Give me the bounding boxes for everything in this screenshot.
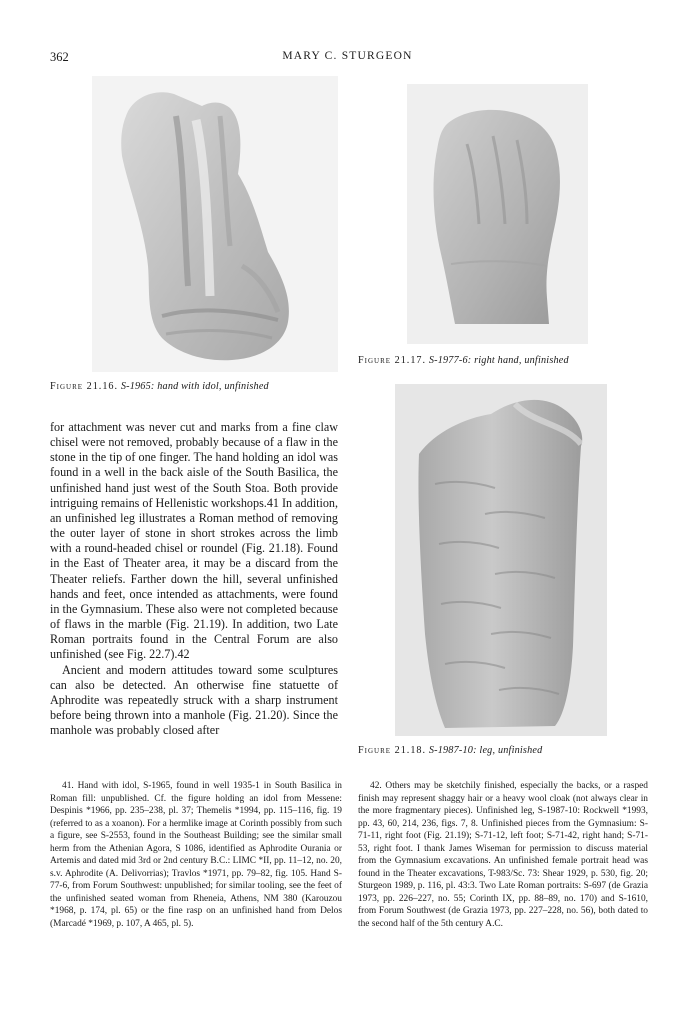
figure-21-17-photo — [407, 84, 588, 344]
figure-label: Figure 21.17. — [358, 355, 427, 366]
figure-label: Figure 21.18. — [358, 745, 427, 756]
body-text-column — [50, 420, 338, 738]
figure-caption-text: S-1977-6: right hand, unfinished — [428, 355, 569, 366]
footnote-42 — [358, 780, 648, 931]
figure-21-18-caption — [358, 745, 542, 756]
footnote-41 — [50, 780, 342, 931]
body-paragraph: for attachment was never cut and marks from a fine claw chisel were not removed, probably because of a flaw in the stone in the tip of one finger. The hand holding an idol was found in a well in the back aisle of the South Basilica, the unfinished hand just west of the South Stoa. Both provide intriguing remains of Hellenistic workshops.41 In addition, an unfinished leg illustrates a Roman method of removing the outer layer of stone in short strokes across the limb with a round-headed chisel or roundel (Fig. 21.18). Found in the East of Theater area, it may be a discard from the Theater reliefs. Farther down the hill, several unfinished hands and feet, once intended as attachments, were found in the Gymnasium. These also were not completed because of flaws in the marble (Fig. 21.19). In addition, two Late Roman portraits found in the Central Forum are also unfinished (see Fig. 22.7).42 — [50, 420, 338, 662]
footnote-text: 41. Hand with idol, S-1965, found in well 1935-1 in South Basilica in Roman fill: unpublished. Cf. the figure holding an idol from Messene: Despinis *1966, pp. 235–238, pl. 37; Themelis *1994, pp. 115–116, fig. 19 (referred to as a xoanon). For a hermlike image at Corinth possibly from such a figure, see S-2553, found in the Southeast Building; see the similar small herm from the Athenian Agora, S 1086, identified as Aphrodite Ourania or Artemis and dated mid 3rd or 2nd century B.C.: LIMC *II, pp. 11–12, no. 20, s.v. Aphrodite (A. Delivorrias); Travlos *1971, pp. 79–82, fig. 105. Hand S-77-6, from Forum Southwest: unpublished; for similar tooling, see the feet of the unfinished seated woman from Rheneia, Athens, NM 380 (Karouzou *1968, p. 174, pl. 65) or the fine rasp on an unfinished hand from Delos (Marcadé *1969, p. 107, A 465, pl. 5). — [50, 781, 342, 930]
figure-21-16-caption — [50, 381, 269, 392]
figure-label: Figure 21.16. — [50, 381, 119, 392]
figure-21-17-caption — [358, 355, 569, 366]
footnote-text: 42. Others may be sketchily finished, especially the backs, or a rasped finish may represent shaggy hair or a heavy wool cloak (not always clear in the more fragmentary pieces). Unfinished leg, S-1987-10: Rockwell *1993, pp. 43, 60, 214, 236, figs. 7, 8. Unfinished pieces from the Gymnasium: S-71-11, right foot (Fig. 21.19); S-71-12, left foot; S-71-42, right hand; S-71-53, right foot. I thank James Wiseman for permission to discuss material from the Gymnasium excavations. An unfinished female portrait head was found in the Theater excavations, T-983/Sc. 73: Shear 1929, p. 530, fig. 20; Sturgeon 1989, p. 116, pl. 43:3. Two Late Roman portraits: S-697 (de Grazia 1973, pp. 226–227, no. 55; Corinth IX, pp. 88–89, no. 170) and S-1610, from Forum Southwest (de Grazia 1973, pp. 227–228, no. 56), both dated to the second half of the 5th century A.C. — [358, 781, 648, 930]
figure-caption-text: S-1987-10: leg, unfinished — [428, 745, 543, 756]
running-head-author: MARY C. STURGEON — [282, 50, 413, 62]
figure-21-16-photo — [92, 76, 338, 372]
figure-caption-text: S-1965: hand with idol, unfinished — [120, 381, 269, 392]
page-number: 362 — [50, 50, 69, 64]
figure-21-18-photo — [395, 384, 607, 736]
body-paragraph: Ancient and modern attitudes toward some sculptures can also be detected. An otherwise fine statuette of Aphrodite was repeatedly struck with a sharp instrument before being thrown into a manhole (Fig. 21.20). Since the manhole was probably closed after — [50, 662, 338, 738]
